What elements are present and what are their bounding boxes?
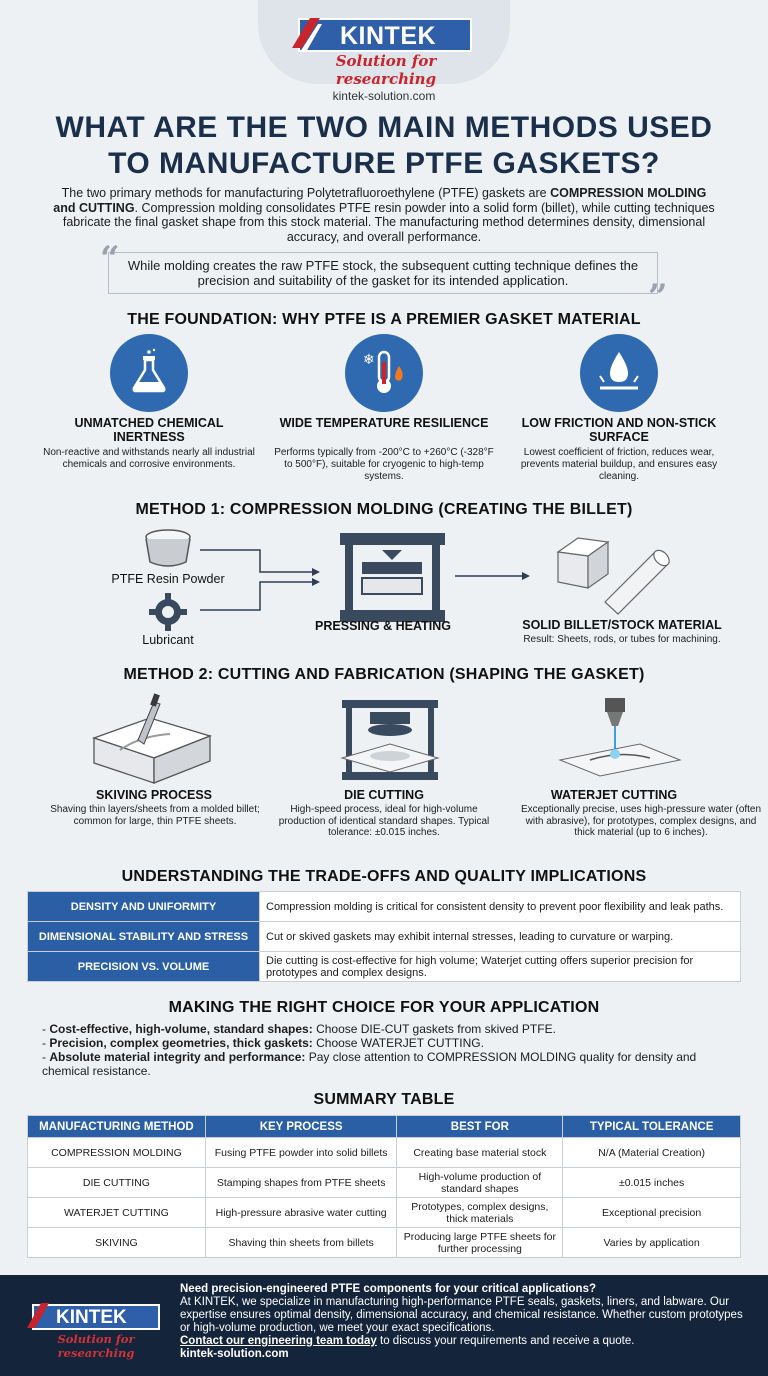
table-row xyxy=(28,952,741,982)
table-cell: Producing large PTFE sheets for further processing xyxy=(397,1228,563,1258)
feature-title-chemical: UNMATCHED CHEMICAL INERTNESS xyxy=(74,416,224,444)
tradeoff-key: PRECISION VS. VOLUME xyxy=(28,952,260,982)
billet-icon xyxy=(558,538,608,588)
contact-link[interactable]: Contact our engineering team today xyxy=(180,1335,377,1347)
summary-title: SUMMARY TABLE xyxy=(313,1091,455,1108)
column-header: MANUFACTURING METHOD xyxy=(28,1116,206,1138)
waterjet-icon xyxy=(560,698,680,776)
billet-label: SOLID BILLET/STOCK MATERIAL xyxy=(522,618,722,632)
footer-body: At KINTEK, we specialize in manufacturing high-performance PTFE seals, gaskets, liners, and labware. Our expertise ensures optimal density, dimensional accuracy, and chemical resistance. Whether custom prototypes or high-volume production, we meet your exact specifications. xyxy=(180,1296,743,1334)
table-cell: Creating base material stock xyxy=(397,1138,563,1168)
table-cell: Fusing PTFE powder into solid billets xyxy=(205,1138,397,1168)
footer-brand-name: KINTEK xyxy=(56,1307,127,1328)
resin-powder-label: PTFE Resin Powder xyxy=(111,572,225,586)
brand-tagline: Solution for researching xyxy=(335,52,437,88)
list-item: - Cost-effective, high-volume, standard shapes: Choose DIE-CUT gaskets from skived PTFE. xyxy=(42,1022,556,1036)
press-icon xyxy=(340,533,445,622)
table-row xyxy=(28,1168,741,1198)
table-cell: High-pressure abrasive water cutting xyxy=(205,1198,397,1228)
close-quote-icon: ” xyxy=(648,277,668,317)
feature-title-friction: LOW FRICTION AND NON-STICK SURFACE xyxy=(521,416,717,444)
list-item: - Absolute material integrity and performance: Pay close attention to COMPRESSION MOLDING quality for density and chemical resistance. xyxy=(42,1050,697,1078)
footer-logo-swoosh-icon xyxy=(24,1300,50,1332)
footer-url-link[interactable]: kintek-solution.com xyxy=(180,1348,289,1360)
lubricant-gear-icon xyxy=(149,593,187,631)
tradeoff-key: DENSITY AND UNIFORMITY xyxy=(28,892,260,922)
table-row xyxy=(28,1228,741,1258)
footer-text xyxy=(180,1283,750,1361)
table-row xyxy=(28,1138,741,1168)
summary-table xyxy=(27,1115,741,1258)
intro-text-2: . Compression molding consolidates PTFE resin powder into a solid form (billet), while cutting techniques fabricate the final gasket shape from this stock material. The manufacturing method determines density, dimensional accuracy, and overall performance. xyxy=(62,200,715,244)
tradeoffs-title: UNDERSTANDING THE TRADE-OFFS AND QUALITY IMPLICATIONS xyxy=(121,868,647,885)
footer-heading: Need precision-engineered PTFE components for your critical applications? xyxy=(180,1283,596,1295)
droplet-icon xyxy=(580,334,658,412)
logo-swoosh-icon xyxy=(288,14,322,54)
page-title: WHAT ARE THE TWO MAIN METHODS USED TO MANUFACTURE PTFE GASKETS? xyxy=(55,111,713,180)
waterjet-title: WATERJET CUTTING xyxy=(550,788,678,802)
table-cell: COMPRESSION MOLDING xyxy=(28,1138,206,1168)
resin-powder-icon xyxy=(146,530,190,566)
rod-icon xyxy=(605,547,672,614)
feature-desc-friction: Lowest coefficient of friction, reduces wear, prevents material buildup, and ensures easy cleaning. xyxy=(520,447,718,482)
svg-text:❄: ❄ xyxy=(363,352,375,368)
table-cell: Exceptional precision xyxy=(563,1198,741,1228)
skiving-title: SKIVING PROCESS xyxy=(96,788,212,802)
choice-bold: Cost-effective, high-volume, standard shapes: xyxy=(49,1022,313,1036)
table-cell: Varies by application xyxy=(563,1228,741,1258)
die-cutting-title: DIE CUTTING xyxy=(344,788,424,802)
quote-text: While molding creates the raw PTFE stock, the subsequent cutting technique defines the precision and suitability of the gasket for its intended application. xyxy=(127,258,639,288)
skiving-desc: Shaving thin layers/sheets from a molded billet; common for large, thin PTFE sheets. xyxy=(50,804,260,827)
table-cell: WATERJET CUTTING xyxy=(28,1198,206,1228)
choice-bold: Absolute material integrity and performance: xyxy=(49,1050,306,1064)
choice-list xyxy=(42,1022,732,1078)
column-header: TYPICAL TOLERANCE xyxy=(563,1116,741,1138)
tradeoff-value: Cut or skived gaskets may exhibit internal stresses, leading to curvature or warping. xyxy=(260,922,741,952)
waterjet-desc: Exceptionally precise, uses high-pressure water (often with abrasive), for prototypes, complex designs, and thick material (up to 6 inches). xyxy=(520,804,762,838)
table-row xyxy=(28,922,741,952)
method1-title: METHOD 1: COMPRESSION MOLDING (CREATING THE BILLET) xyxy=(135,501,633,518)
lubricant-label: Lubricant xyxy=(142,633,194,647)
billet-desc: Result: Sheets, rods, or tubes for machining. xyxy=(523,634,721,645)
table-cell: Shaving thin sheets from billets xyxy=(205,1228,397,1258)
table-row xyxy=(28,1198,741,1228)
table-cell: High-volume production of standard shapes xyxy=(397,1168,563,1198)
open-quote-icon: “ xyxy=(100,239,120,279)
list-item: - Precision, complex geometries, thick gaskets: Choose WATERJET CUTTING. xyxy=(42,1036,484,1050)
choice-title: MAKING THE RIGHT CHOICE FOR YOUR APPLICATION xyxy=(168,999,600,1016)
tradeoff-value: Compression molding is critical for consistent density to prevent poor flexibility and leak paths. xyxy=(260,892,741,922)
pressing-heating-label: PRESSING & HEATING xyxy=(315,619,451,633)
intro-text-1: The two primary methods for manufacturing Polytetrafluoroethylene (PTFE) gaskets are xyxy=(61,186,551,200)
table-cell: DIE CUTTING xyxy=(28,1168,206,1198)
intro-paragraph xyxy=(50,186,718,244)
footer-cta-rest: to discuss your requirements and receive a quote. xyxy=(376,1335,635,1347)
table-cell: Prototypes, complex designs, thick materials xyxy=(397,1198,563,1228)
tradeoff-key: DIMENSIONAL STABILITY AND STRESS xyxy=(28,922,260,952)
choice-text: Pay close attention to COMPRESSION MOLDING quality for density and chemical resistance. xyxy=(42,1050,697,1078)
table-cell: ±0.015 inches xyxy=(563,1168,741,1198)
table-cell: N/A (Material Creation) xyxy=(563,1138,741,1168)
feature-desc-temperature: Performs typically from -200°C to +260°C (-328°F to 500°F), suitable for cryogenic to high-temp systems. xyxy=(274,447,494,482)
choice-text: Choose WATERJET CUTTING. xyxy=(312,1036,484,1050)
tradeoff-value: Die cutting is cost-effective for high volume; Waterjet cutting offers superior precision for prototypes and complex designs. xyxy=(260,952,741,982)
table-header-row xyxy=(28,1116,741,1138)
brand-logo[interactable] xyxy=(298,18,472,52)
table-cell: SKIVING xyxy=(28,1228,206,1258)
footer-brand-tagline: Solution for researching xyxy=(57,1332,135,1360)
choice-text: Choose DIE-CUT gaskets from skived PTFE. xyxy=(312,1022,556,1036)
choice-bold: Precision, complex geometries, thick gaskets: xyxy=(49,1036,313,1050)
table-cell: Stamping shapes from PTFE sheets xyxy=(205,1168,397,1198)
flask-icon xyxy=(110,334,188,412)
column-header: KEY PROCESS xyxy=(205,1116,397,1138)
method2-illustrations xyxy=(80,688,700,788)
die-cutting-desc: High-speed process, ideal for high-volume production of identical standard shapes. Typical tolerance: ±0.015 inches. xyxy=(278,804,490,838)
foundation-title: THE FOUNDATION: WHY PTFE IS A PREMIER GASKET MATERIAL xyxy=(127,311,641,328)
footer-brand-logo[interactable] xyxy=(32,1304,160,1330)
skiving-icon xyxy=(94,693,210,783)
thermometer-icon xyxy=(345,334,423,412)
intro-bold: COMPRESSION MOLDING and CUTTING xyxy=(53,186,707,215)
tradeoffs-table xyxy=(27,891,741,982)
feature-desc-chemical: Non-reactive and withstands nearly all industrial chemicals and corrosive environments. xyxy=(43,447,255,470)
column-header: BEST FOR xyxy=(397,1116,563,1138)
method2-title: METHOD 2: CUTTING AND FABRICATION (SHAPING THE GASKET) xyxy=(123,666,645,683)
table-row xyxy=(28,892,741,922)
brand-name: KINTEK xyxy=(340,22,437,50)
feature-title-temperature: WIDE TEMPERATURE RESILIENCE xyxy=(279,416,489,430)
site-url[interactable]: kintek-solution.com xyxy=(332,89,436,103)
die-cutting-icon xyxy=(342,700,438,780)
